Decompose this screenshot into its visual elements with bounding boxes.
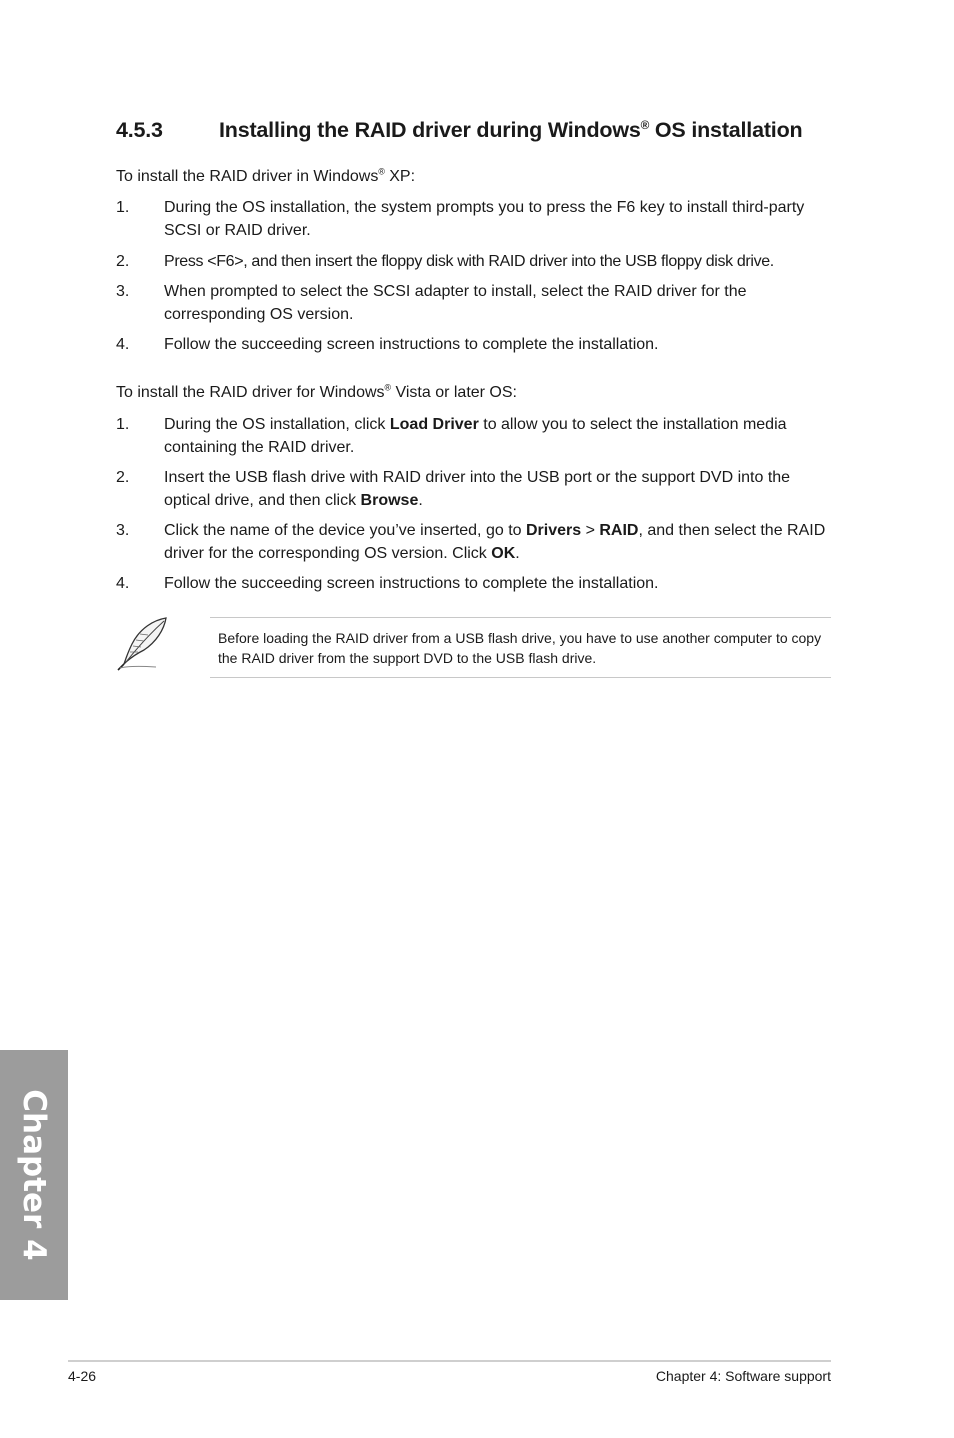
registered-mark: ® bbox=[384, 382, 392, 393]
step-text bbox=[164, 413, 836, 459]
step-text bbox=[164, 519, 836, 565]
step-text-part: , and then select the RAID driver for the corresponding OS version. Click bbox=[164, 522, 826, 562]
vista-intro-text: To install the RAID driver for Windows bbox=[116, 384, 385, 401]
step-number: 1. bbox=[116, 199, 130, 216]
load-driver-label: Load Driver bbox=[389, 416, 479, 433]
vista-intro-suffix: Vista or later OS: bbox=[391, 384, 517, 401]
section-title-suffix: OS installation bbox=[649, 118, 803, 142]
note-top-divider bbox=[210, 617, 831, 618]
step-text-part: > bbox=[581, 522, 600, 539]
browse-label: Browse bbox=[360, 492, 419, 509]
feather-pen-icon bbox=[114, 614, 172, 672]
xp-intro bbox=[116, 168, 415, 186]
step-text-part: . bbox=[515, 545, 520, 562]
section-number: 4.5.3 bbox=[116, 118, 163, 142]
ok-label: OK bbox=[491, 545, 516, 562]
section-title bbox=[219, 118, 802, 142]
vista-step-2 bbox=[116, 466, 836, 512]
step-number: 3. bbox=[116, 283, 130, 300]
step-number: 1. bbox=[116, 416, 130, 433]
footer-divider bbox=[68, 1360, 831, 1362]
xp-step-1 bbox=[116, 196, 836, 242]
chapter-side-tab-label: Chapter 4 bbox=[16, 1089, 52, 1261]
step-number: 3. bbox=[116, 522, 130, 539]
chapter-side-tab bbox=[0, 1050, 68, 1300]
xp-step-4 bbox=[116, 333, 836, 356]
step-text: When prompted to select the SCSI adapter to install, select the RAID driver for the corresponding OS version. bbox=[164, 283, 747, 323]
section-title-text: Installing the RAID driver during Windows bbox=[219, 118, 641, 142]
step-number: 2. bbox=[116, 253, 130, 270]
xp-intro-suffix: XP: bbox=[384, 168, 416, 185]
step-text: Press <F6>, and then insert the floppy disk with RAID driver into the USB floppy disk drive. bbox=[164, 253, 774, 270]
step-text: During the OS installation, the system prompts you to press the F6 key to install third-party SCSI or RAID driver. bbox=[164, 199, 805, 239]
registered-mark: ® bbox=[378, 166, 385, 177]
step-text-part: During the OS installation, click bbox=[164, 416, 390, 433]
step-text-part: Insert the USB flash drive with RAID driver into the USB port or the support DVD into the optical drive, and then click bbox=[164, 469, 791, 509]
vista-step-3 bbox=[116, 519, 836, 565]
step-text bbox=[164, 466, 836, 512]
xp-step-2 bbox=[116, 250, 836, 273]
xp-step-3 bbox=[116, 280, 836, 326]
xp-intro-text: To install the RAID driver in Windows bbox=[116, 168, 379, 185]
step-number: 4. bbox=[116, 575, 130, 592]
footer-chapter-title: Chapter 4: Software support bbox=[655, 1368, 831, 1384]
raid-label: RAID bbox=[599, 522, 639, 539]
section-heading bbox=[116, 118, 802, 143]
note-bottom-divider bbox=[210, 677, 831, 678]
vista-step-4 bbox=[116, 572, 836, 595]
step-text: Follow the succeeding screen instructions to complete the installation. bbox=[164, 336, 659, 353]
step-text: Follow the succeeding screen instructions to complete the installation. bbox=[164, 575, 659, 592]
vista-step-1 bbox=[116, 413, 836, 459]
step-text-part: to allow you to select the installation media containing the RAID driver. bbox=[164, 416, 787, 456]
registered-mark: ® bbox=[640, 117, 650, 132]
vista-intro bbox=[116, 384, 517, 402]
drivers-label: Drivers bbox=[525, 522, 582, 539]
step-text-part: . bbox=[418, 492, 423, 509]
note-text: Before loading the RAID driver from a USB flash drive, you have to use another computer to copy the RAID driver from the support DVD to the USB flash drive. bbox=[218, 630, 822, 666]
page-number: 4-26 bbox=[68, 1368, 97, 1384]
step-text-part: Click the name of the device you’ve inserted, go to bbox=[164, 522, 526, 539]
step-number: 4. bbox=[116, 336, 130, 353]
step-number: 2. bbox=[116, 469, 130, 486]
